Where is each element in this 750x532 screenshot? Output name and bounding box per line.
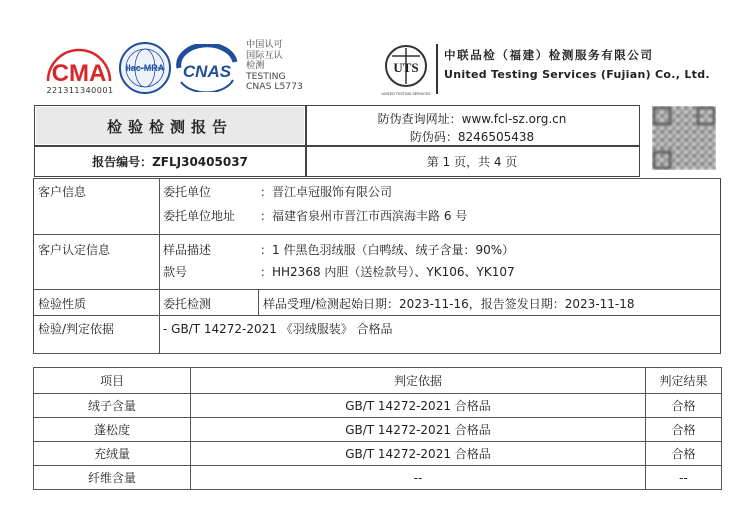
test-nature-value: 委托检测 <box>163 297 212 311</box>
test-basis-label: 检验/判定依据 <box>38 322 115 336</box>
verify-code: 防伪码：8246505438 <box>409 130 535 144</box>
cnas-caption-line: TESTING <box>246 70 286 82</box>
verify-url: 防伪查询网址：www.fcl-sz.org.cn <box>377 112 567 126</box>
cnas-caption-line: 中国认可 <box>246 39 283 50</box>
cma-logo-text: CMA <box>51 60 107 87</box>
table-cell: GB/T 14272-2021 合格品 <box>191 442 646 466</box>
test-nature-label: 检验性质 <box>38 297 87 311</box>
report-title: 检验检测报告 <box>106 118 233 136</box>
qr-code-icon <box>652 106 716 170</box>
info-row-divider <box>33 353 721 354</box>
info-row-divider <box>33 178 721 179</box>
table-cell: 合格 <box>646 418 722 442</box>
table-cell: -- <box>646 466 722 490</box>
results-table <box>33 367 722 490</box>
ilac-logo-text: ilac-MRA <box>125 63 165 73</box>
uts-logo-subtext: UNITED TESTING SERVICES <box>381 92 431 96</box>
column-header: 项目 <box>34 368 191 394</box>
table-cell: 充绒量 <box>34 442 191 466</box>
client-unit-label: 委托单位 <box>163 185 212 199</box>
info-row-divider <box>33 289 721 290</box>
client-confirm-label: 客户认定信息 <box>38 243 111 257</box>
client-address-label: 委托单位地址 <box>163 209 236 223</box>
table-header-row <box>34 368 722 394</box>
table-cell: GB/T 14272-2021 合格品 <box>191 418 646 442</box>
client-unit-value: ：晋江卓冠服饰有限公司 <box>260 185 393 199</box>
uts-logo-text: UTS <box>393 60 419 75</box>
info-column-divider <box>159 178 160 353</box>
cnas-caption-line: 检测 <box>246 60 265 72</box>
table-cell: 合格 <box>646 442 722 466</box>
header-divider-horizontal <box>34 145 640 147</box>
ilac-mra-logo <box>117 40 173 96</box>
table-cell: -- <box>191 466 646 490</box>
column-header: 判定结果 <box>646 368 722 394</box>
test-basis-value: - GB/T 14272-2021 《羽绒服装》 合格品 <box>163 322 393 336</box>
uts-logo <box>380 42 432 100</box>
table-cell: 蓬松度 <box>34 418 191 442</box>
sample-description-label: 样品描述 <box>163 243 212 257</box>
model-value: ：HH2368 内胆（送检款号）、YK106、YK107 <box>260 265 515 279</box>
cma-number: 221311340001 <box>46 86 114 95</box>
cnas-logo <box>173 44 239 92</box>
client-address-value: ：福建省泉州市晋江市西滨海丰路 6 号 <box>260 209 468 223</box>
table-row <box>34 442 722 466</box>
company-name-en: United Testing Services (Fujian) Co., Ltd. <box>444 68 710 81</box>
column-header: 判定依据 <box>191 368 646 394</box>
report-number: 报告编号：ZFLJ30405037 <box>92 155 248 169</box>
company-name-cn: 中联品检（福建）检测服务有限公司 <box>444 48 654 62</box>
test-dates: 样品受理/检测起始日期：2023-11-16，报告签发日期：2023-11-18 <box>263 297 635 311</box>
table-cell: 纤维含量 <box>34 466 191 490</box>
cnas-caption-line: CNAS L5773 <box>246 81 303 93</box>
info-row-divider <box>33 234 721 235</box>
cnas-caption <box>246 40 303 93</box>
table-cell: 绒子含量 <box>34 394 191 418</box>
info-row-divider <box>33 315 721 316</box>
client-info-label: 客户信息 <box>38 185 87 199</box>
info-column-divider <box>258 289 259 315</box>
logo-separator <box>436 44 438 94</box>
table-cell: GB/T 14272-2021 合格品 <box>191 394 646 418</box>
table-row <box>34 418 722 442</box>
cnas-logo-text: CNAS <box>182 62 232 81</box>
table-row <box>34 466 722 490</box>
cnas-caption-line: 国际互认 <box>246 49 283 61</box>
sample-description-value: ：1 件黑色羽绒服（白鸭绒、绒子含量：90%） <box>260 243 515 257</box>
page-indicator: 第 1 页，共 4 页 <box>426 155 518 169</box>
table-cell: 合格 <box>646 394 722 418</box>
table-row <box>34 394 722 418</box>
model-label: 款号 <box>163 265 188 279</box>
